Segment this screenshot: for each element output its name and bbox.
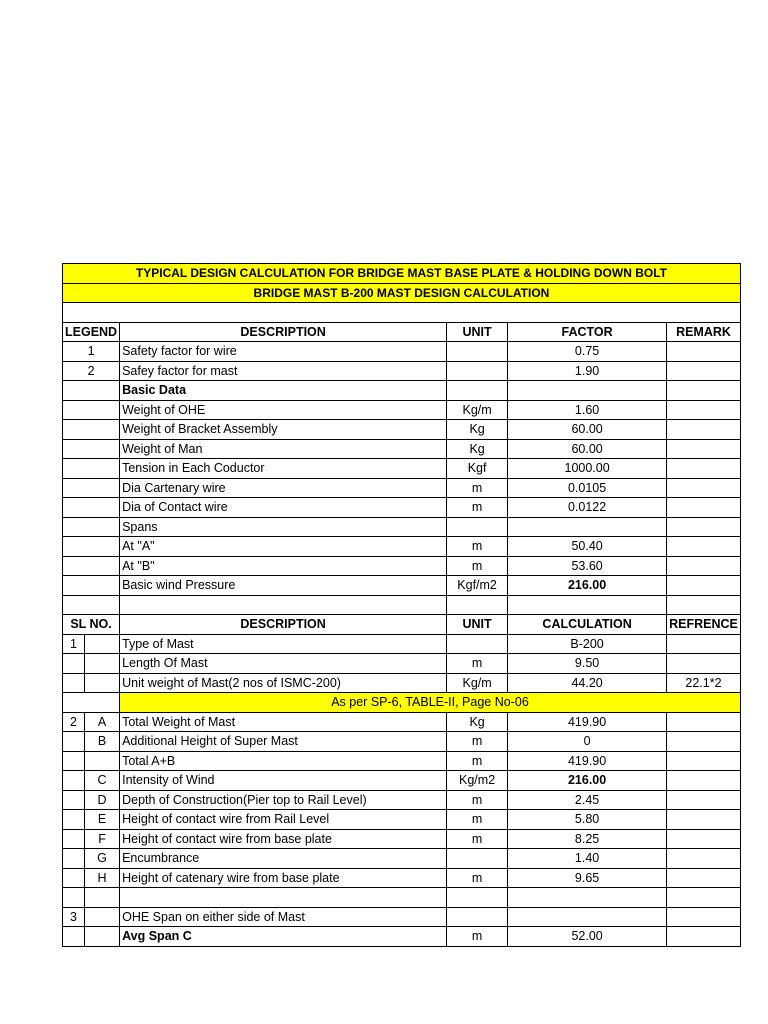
calculation-row: [63, 751, 741, 771]
factor-row: [63, 381, 741, 401]
calculation-header-row: [63, 615, 741, 635]
sheet-body: [63, 264, 741, 947]
factor-row: [63, 576, 741, 596]
description-cell: OHE Span on either side of Mast: [120, 907, 447, 927]
unit-cell: m: [447, 790, 508, 810]
factor-row: [63, 498, 741, 518]
reference-cell: [667, 712, 741, 732]
unit-cell: Kgf: [447, 459, 508, 479]
sub-cell: [84, 673, 119, 693]
description-cell: Total A+B: [120, 751, 447, 771]
unit-cell: [447, 888, 508, 908]
unit-cell: [447, 634, 508, 654]
slno-cell: [63, 673, 85, 693]
legend-cell: [63, 381, 120, 401]
description-cell: Safety factor for wire: [120, 342, 447, 362]
factor-row: [63, 478, 741, 498]
factor-cell: 216.00: [508, 576, 667, 596]
reference-cell: [667, 888, 741, 908]
calculation-cell: 44.20: [508, 673, 667, 693]
calculation-row: [63, 673, 741, 693]
unit-cell: [447, 381, 508, 401]
reference-cell: [667, 654, 741, 674]
remark-cell: [667, 498, 741, 518]
reference-cell: [667, 771, 741, 791]
slno-cell: [63, 790, 85, 810]
title-row: [63, 264, 741, 284]
slno-cell: [63, 732, 85, 752]
sub-cell: H: [84, 868, 119, 888]
calculation-row: [63, 654, 741, 674]
empty-cell: [63, 595, 120, 615]
factor-cell: 60.00: [508, 420, 667, 440]
slno-cell: [63, 810, 85, 830]
slno-cell: 1: [63, 634, 85, 654]
calculation-row: [63, 712, 741, 732]
sub-cell: [84, 888, 119, 908]
calculation-cell: [508, 907, 667, 927]
slno-cell: 3: [63, 907, 85, 927]
unit-cell: m: [447, 478, 508, 498]
description-cell: Encumbrance: [120, 849, 447, 869]
calculation-row: [63, 829, 741, 849]
calculation-row: [63, 888, 741, 908]
legend-cell: 2: [63, 361, 120, 381]
empty-cell: [447, 595, 508, 615]
factor-row: [63, 420, 741, 440]
unit-header: UNIT: [447, 615, 508, 635]
factor-row: [63, 556, 741, 576]
calculation-row: [63, 849, 741, 869]
unit-cell: m: [447, 868, 508, 888]
unit-cell: [447, 849, 508, 869]
calculation-cell: 0: [508, 732, 667, 752]
unit-cell: m: [447, 927, 508, 947]
description-cell: Height of contact wire from base plate: [120, 829, 447, 849]
description-header: DESCRIPTION: [120, 615, 447, 635]
reference-cell: [667, 790, 741, 810]
sub-cell: B: [84, 732, 119, 752]
factor-row: [63, 459, 741, 479]
calculation-cell: [508, 888, 667, 908]
unit-cell: Kg/m2: [447, 771, 508, 791]
spacer-row: [63, 303, 741, 323]
empty-cell: [508, 595, 667, 615]
description-cell: Weight of Bracket Assembly: [120, 420, 447, 440]
factor-row: [63, 537, 741, 557]
unit-cell: Kg: [447, 712, 508, 732]
sub-cell: F: [84, 829, 119, 849]
calculation-row: [63, 868, 741, 888]
reference-header: REFRENCE: [667, 615, 741, 635]
calculation-row: [63, 790, 741, 810]
unit-cell: m: [447, 829, 508, 849]
sub-cell: [84, 927, 119, 947]
calculation-row: [63, 907, 741, 927]
description-cell: Intensity of Wind: [120, 771, 447, 791]
sub-cell: A: [84, 712, 119, 732]
description-cell: Height of contact wire from Rail Level: [120, 810, 447, 830]
reference-cell: [667, 634, 741, 654]
factor-cell: 1000.00: [508, 459, 667, 479]
slno-cell: 2: [63, 712, 85, 732]
title-sub: BRIDGE MAST B-200 MAST DESIGN CALCULATION: [63, 283, 741, 303]
description-cell: Dia of Contact wire: [120, 498, 447, 518]
calculation-cell: 9.65: [508, 868, 667, 888]
calculation-cell: 419.90: [508, 712, 667, 732]
legend-cell: [63, 517, 120, 537]
calculation-cell: 9.50: [508, 654, 667, 674]
factor-row: [63, 400, 741, 420]
empty-cell: [120, 595, 447, 615]
title-main: TYPICAL DESIGN CALCULATION FOR BRIDGE MAST BASE PLATE & HOLDING DOWN BOLT: [63, 264, 741, 284]
empty-cell: [63, 693, 120, 713]
slno-cell: [63, 888, 85, 908]
slno-cell: [63, 868, 85, 888]
unit-cell: [447, 361, 508, 381]
description-cell: Basic wind Pressure: [120, 576, 447, 596]
remark-cell: [667, 400, 741, 420]
unit-cell: m: [447, 810, 508, 830]
reference-cell: [667, 927, 741, 947]
factor-cell: 0.0122: [508, 498, 667, 518]
description-cell: Height of catenary wire from base plate: [120, 868, 447, 888]
factor-row: [63, 342, 741, 362]
calculation-cell: 419.90: [508, 751, 667, 771]
legend-header-row: [63, 322, 741, 342]
slno-cell: [63, 927, 85, 947]
slno-cell: [63, 849, 85, 869]
factor-cell: 1.90: [508, 361, 667, 381]
spacer-row: [63, 595, 741, 615]
description-cell: Type of Mast: [120, 634, 447, 654]
remark-cell: [667, 439, 741, 459]
unit-cell: [447, 907, 508, 927]
remark-cell: [667, 517, 741, 537]
unit-cell: m: [447, 498, 508, 518]
description-cell: [120, 888, 447, 908]
calculation-cell: 52.00: [508, 927, 667, 947]
calculation-cell: 5.80: [508, 810, 667, 830]
factor-row: [63, 517, 741, 537]
description-cell: At "B": [120, 556, 447, 576]
calculation-cell: 2.45: [508, 790, 667, 810]
unit-cell: m: [447, 537, 508, 557]
legend-cell: [63, 439, 120, 459]
description-cell: Depth of Construction(Pier top to Rail Level): [120, 790, 447, 810]
description-cell: Length Of Mast: [120, 654, 447, 674]
description-cell: Weight of Man: [120, 439, 447, 459]
description-cell: Total Weight of Mast: [120, 712, 447, 732]
factor-cell: 0.0105: [508, 478, 667, 498]
factor-header: FACTOR: [508, 322, 667, 342]
calculation-row: [63, 732, 741, 752]
factor-cell: 60.00: [508, 439, 667, 459]
sub-cell: D: [84, 790, 119, 810]
factor-cell: [508, 381, 667, 401]
legend-cell: [63, 400, 120, 420]
remark-cell: [667, 556, 741, 576]
legend-cell: [63, 556, 120, 576]
sub-cell: C: [84, 771, 119, 791]
sub-cell: E: [84, 810, 119, 830]
reference-cell: [667, 732, 741, 752]
reference-cell: [667, 751, 741, 771]
design-calculation-sheet: [62, 263, 741, 947]
description-cell: Weight of OHE: [120, 400, 447, 420]
factor-cell: 0.75: [508, 342, 667, 362]
unit-cell: Kg: [447, 439, 508, 459]
description-header: DESCRIPTION: [120, 322, 447, 342]
note-row: [63, 693, 741, 713]
legend-cell: 1: [63, 342, 120, 362]
legend-header: LEGEND: [63, 322, 120, 342]
remark-cell: [667, 576, 741, 596]
remark-cell: [667, 459, 741, 479]
empty-cell: [667, 595, 741, 615]
unit-cell: m: [447, 654, 508, 674]
slno-cell: [63, 829, 85, 849]
unit-cell: m: [447, 732, 508, 752]
reference-cell: 22.1*2: [667, 673, 741, 693]
remark-cell: [667, 420, 741, 440]
legend-cell: [63, 537, 120, 557]
legend-cell: [63, 420, 120, 440]
empty-cell: [63, 303, 741, 323]
description-cell: Basic Data: [120, 381, 447, 401]
factor-cell: [508, 517, 667, 537]
calculation-cell: 1.40: [508, 849, 667, 869]
unit-cell: Kgf/m2: [447, 576, 508, 596]
legend-cell: [63, 498, 120, 518]
calculation-cell: 216.00: [508, 771, 667, 791]
unit-cell: Kg: [447, 420, 508, 440]
description-cell: Unit weight of Mast(2 nos of ISMC-200): [120, 673, 447, 693]
remark-cell: [667, 361, 741, 381]
slno-header: SL NO.: [63, 615, 120, 635]
reference-cell: [667, 907, 741, 927]
legend-cell: [63, 576, 120, 596]
unit-cell: m: [447, 751, 508, 771]
factor-row: [63, 439, 741, 459]
description-cell: At "A": [120, 537, 447, 557]
subtitle-row: [63, 283, 741, 303]
sub-cell: [84, 907, 119, 927]
description-cell: Additional Height of Super Mast: [120, 732, 447, 752]
reference-cell: [667, 868, 741, 888]
calculation-cell: 8.25: [508, 829, 667, 849]
sub-cell: [84, 634, 119, 654]
slno-cell: [63, 654, 85, 674]
calculation-row: [63, 927, 741, 947]
sub-cell: [84, 751, 119, 771]
unit-cell: Kg/m: [447, 400, 508, 420]
factor-cell: 53.60: [508, 556, 667, 576]
remark-cell: [667, 342, 741, 362]
sub-cell: G: [84, 849, 119, 869]
unit-cell: m: [447, 556, 508, 576]
description-cell: Dia Cartenary wire: [120, 478, 447, 498]
remark-cell: [667, 381, 741, 401]
calculation-row: [63, 771, 741, 791]
unit-cell: Kg/m: [447, 673, 508, 693]
slno-cell: [63, 751, 85, 771]
remark-header: REMARK: [667, 322, 741, 342]
reference-cell: [667, 829, 741, 849]
unit-cell: [447, 342, 508, 362]
remark-cell: [667, 478, 741, 498]
reference-cell: [667, 810, 741, 830]
description-cell: Spans: [120, 517, 447, 537]
description-cell: Safey factor for mast: [120, 361, 447, 381]
unit-cell: [447, 517, 508, 537]
unit-header: UNIT: [447, 322, 508, 342]
slno-cell: [63, 771, 85, 791]
reference-note: As per SP-6, TABLE-II, Page No-06: [120, 693, 741, 713]
factor-cell: 50.40: [508, 537, 667, 557]
calculation-cell: B-200: [508, 634, 667, 654]
description-cell: Avg Span C: [120, 927, 447, 947]
description-cell: Tension in Each Coductor: [120, 459, 447, 479]
legend-cell: [63, 478, 120, 498]
calculation-row: [63, 810, 741, 830]
calculation-header: CALCULATION: [508, 615, 667, 635]
factor-row: [63, 361, 741, 381]
legend-cell: [63, 459, 120, 479]
calculation-row: [63, 634, 741, 654]
factor-cell: 1.60: [508, 400, 667, 420]
reference-cell: [667, 849, 741, 869]
remark-cell: [667, 537, 741, 557]
sub-cell: [84, 654, 119, 674]
